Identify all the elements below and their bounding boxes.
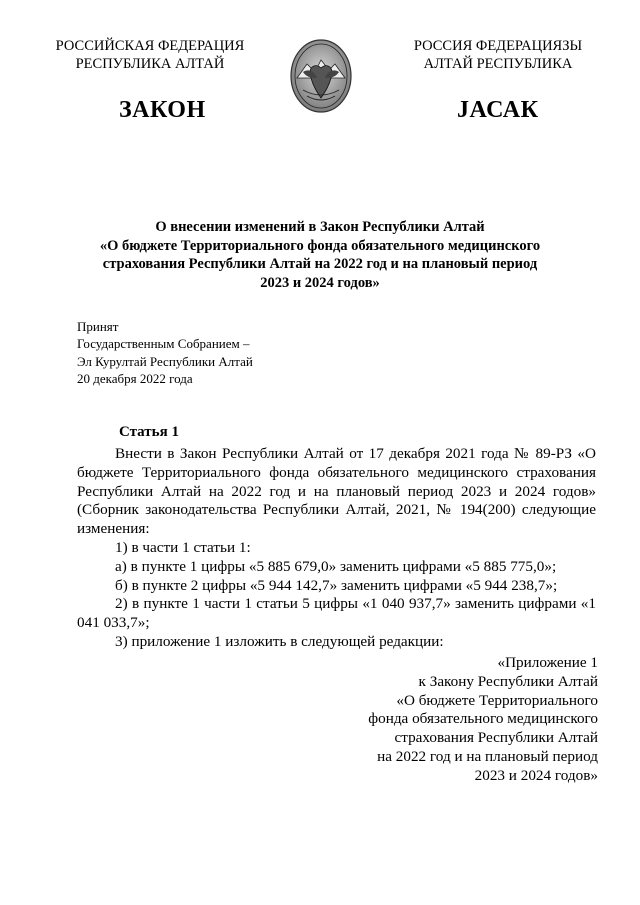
article-body: [77, 445, 596, 652]
title-line: страхования Республики Алтай на 2022 год и на плановый период: [102, 256, 538, 273]
appendix-line: 2023 и 2024 годов»: [474, 766, 598, 784]
header-left-line: РОССИЙСКАЯ ФЕДЕРАЦИЯ: [55, 38, 245, 54]
appendix-line: к Закону Республики Алтай: [418, 672, 598, 690]
article-paragraph: 3) приложение 1 изложить в следующей редакции:: [115, 632, 444, 650]
appendix-reference: [368, 654, 598, 786]
header-right-line: РОССИЯ ФЕДЕРАЦИЯЗЫ: [413, 38, 583, 54]
title-line: О внесении изменений в Закон Республики Алтай: [155, 219, 485, 235]
appendix-line: «Приложение 1: [497, 654, 598, 671]
law-title-alt: ЈАСАК: [457, 97, 539, 123]
adoption-line: Эл Курултай Республики Алтай: [77, 353, 253, 369]
header-left-line: РЕСПУБЛИКА АЛТАЙ: [75, 56, 225, 72]
appendix-line: «О бюджете Территориального: [396, 691, 598, 709]
appendix-line: на 2022 год и на плановый период: [377, 747, 598, 765]
appendix-line: страхования Республики Алтай: [394, 729, 598, 747]
article-paragraph: 2) в пункте 1 части 1 статьи 5 цифры «1 040 937,7» заменить цифрами «1 041 033,7»;: [77, 595, 596, 632]
article-paragraph: 1) в части 1 статьи 1:: [115, 538, 251, 556]
title-line: «О бюджете Территориального фонда обязательного медицинского: [99, 237, 541, 254]
adoption-line: Принят: [77, 319, 119, 334]
header-right: [398, 37, 598, 73]
coat-of-arms-emblem: [289, 38, 353, 114]
header-right-line: АЛТАЙ РЕСПУБЛИКА: [423, 56, 573, 72]
document-title: [88, 218, 552, 292]
article-paragraph: Внести в Закон Республики Алтай от 17 декабря 2021 года № 89-РЗ «О бюджете Территориального фонда обязательного медицинского страхования Республики Алтай на 2022 год и на плановый период 2023 и 2024 годов» (Сборник законодательства Республики Алтай, 2021, № 194(200) следующие изменения:: [77, 445, 596, 538]
adoption-note: [77, 318, 253, 388]
title-line: 2023 и 2024 годов»: [260, 274, 380, 291]
article-paragraph: а) в пункте 1 цифры «5 885 679,0» заменить цифрами «5 885 775,0»;: [115, 557, 557, 575]
appendix-line: фонда обязательного медицинского: [368, 710, 598, 728]
adoption-line: Государственным Собранием –: [77, 336, 250, 352]
article-paragraph: б) в пункте 2 цифры «5 944 142,7» заменить цифрами «5 944 238,7»;: [115, 576, 558, 594]
article-heading: Статья 1: [119, 424, 179, 440]
adoption-date: 20 декабря 2022 года: [77, 371, 193, 387]
header-left: [42, 37, 258, 73]
law-title-ru: ЗАКОН: [119, 97, 206, 123]
